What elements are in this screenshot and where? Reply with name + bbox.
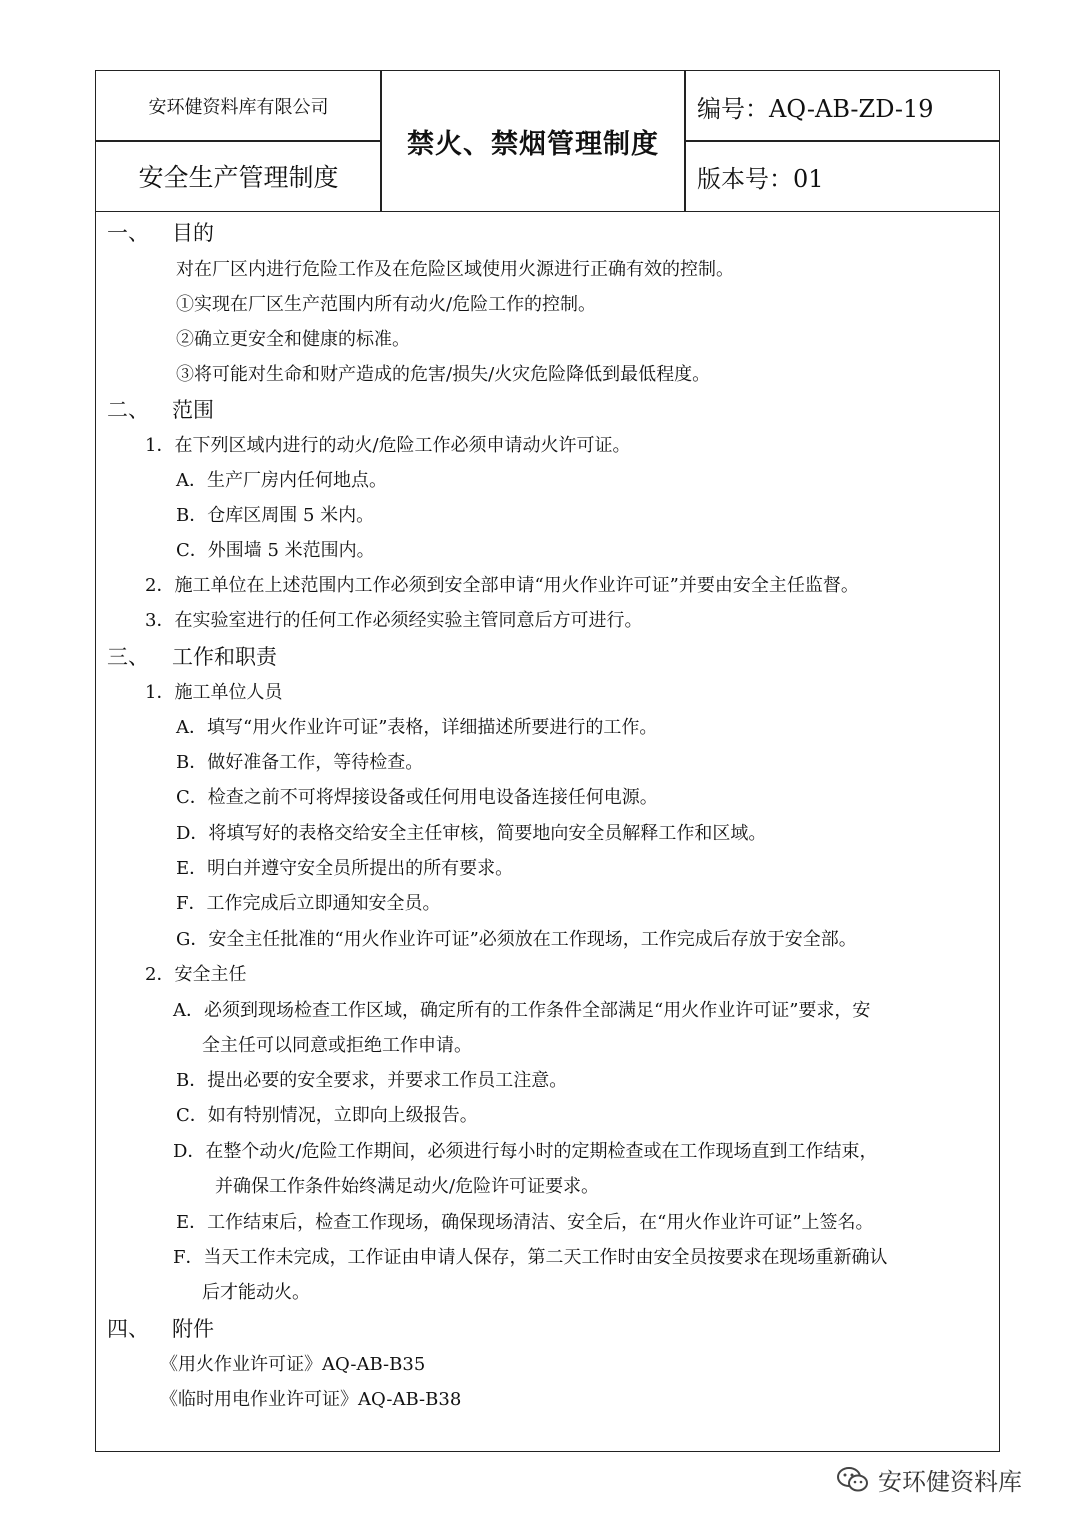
list-item: F．当天工作未完成，工作证由申请人保存，第二天工作时由安全员按要求在现场重新确认: [173, 1247, 888, 1268]
list-item: B．做好准备工作，等待检查。: [176, 752, 424, 773]
section-number: 三、: [107, 645, 149, 669]
paragraph: 对在厂区内进行危险工作及在危险区域使用火源进行正确有效的控制。: [176, 259, 734, 280]
list-item: 3．在实验室进行的任何工作必须经实验主管同意后方可进行。: [145, 610, 643, 631]
attachment-item: 《临时用电作业许可证》AQ-AB-B38: [160, 1389, 462, 1410]
document-title: 禁火、禁烟管理制度: [380, 70, 686, 212]
list-item-continuation: 后才能动火。: [202, 1282, 310, 1303]
list-item: C．检查之前不可将焊接设备或任何用电设备连接任何电源。: [176, 787, 658, 808]
section-title: 目的: [172, 221, 214, 245]
list-item: E．明白并遵守安全员所提出的所有要求。: [176, 858, 514, 879]
section-heading-duties: [107, 645, 277, 669]
watermark-text: 安环健资料库: [878, 1468, 1022, 1496]
list-item: 1．在下列区域内进行的动火/危险工作必须申请动火许可证。: [145, 435, 631, 456]
company-name: 安环健资料库有限公司: [95, 70, 382, 142]
section-heading-purpose: [107, 221, 214, 245]
list-item: 2．施工单位在上述范围内工作必须到安全部申请“用火作业许可证”并要由安全主任监督。: [145, 575, 859, 596]
wechat-watermark: [836, 1462, 1022, 1497]
list-item: ②确立更安全和健康的标准。: [176, 329, 410, 350]
section-title: 范围: [172, 398, 214, 422]
section-number: 一、: [107, 221, 149, 245]
list-item: C．外围墙 5 米范围内。: [176, 540, 375, 561]
wechat-icon: [836, 1465, 870, 1495]
section-number: 二、: [107, 398, 149, 422]
list-item: 1．施工单位人员: [145, 682, 283, 703]
section-number: 四、: [107, 1317, 149, 1341]
section-heading-attachments: [107, 1317, 214, 1341]
list-item: B．仓库区周围 5 米内。: [176, 505, 375, 526]
list-item: C．如有特别情况，立即向上级报告。: [176, 1105, 478, 1126]
section-title: 工作和职责: [172, 645, 277, 669]
list-item: G．安全主任批准的“用火作业许可证”必须放在工作现场，工作完成后存放于安全部。: [176, 929, 857, 950]
list-item: A．生产厂房内任何地点。: [176, 470, 387, 491]
document-header: [95, 70, 1000, 212]
list-item: A．必须到现场检查工作区域，确定所有的工作条件全部满足“用火作业许可证”要求，安: [173, 1000, 871, 1021]
system-name: 安全生产管理制度: [95, 140, 382, 212]
list-item: D．在整个动火/危险工作期间，必须进行每小时的定期检查或在工作现场直到工作结束，: [173, 1141, 878, 1162]
list-item: ①实现在厂区生产范围内所有动火/危险工作的控制。: [176, 294, 597, 315]
list-item: F．工作完成后立即通知安全员。: [176, 893, 441, 914]
section-heading-scope: [107, 398, 214, 422]
list-item: ③将可能对生命和财产造成的危害/损失/火灾危险降低到最低程度。: [176, 364, 711, 385]
list-item: D．将填写好的表格交给安全主任审核，简要地向安全员解释工作和区域。: [176, 823, 767, 844]
document-version: 版本号：01: [684, 140, 1000, 212]
document-code: 编号：AQ-AB-ZD-19: [684, 70, 1000, 142]
attachment-item: 《用火作业许可证》AQ-AB-B35: [160, 1354, 426, 1375]
list-item-continuation: 并确保工作条件始终满足动火/危险许可证要求。: [215, 1176, 600, 1197]
list-item: 2．安全主任: [145, 964, 247, 985]
list-item: B．提出必要的安全要求，并要求工作员工注意。: [176, 1070, 568, 1091]
list-item: A．填写“用火作业许可证”表格，详细描述所要进行的工作。: [176, 717, 658, 738]
list-item: E．工作结束后，检查工作现场，确保现场清洁、安全后，在“用火作业许可证”上签名。: [176, 1212, 874, 1233]
section-title: 附件: [172, 1317, 214, 1341]
list-item-continuation: 全主任可以同意或拒绝工作申请。: [202, 1035, 472, 1056]
